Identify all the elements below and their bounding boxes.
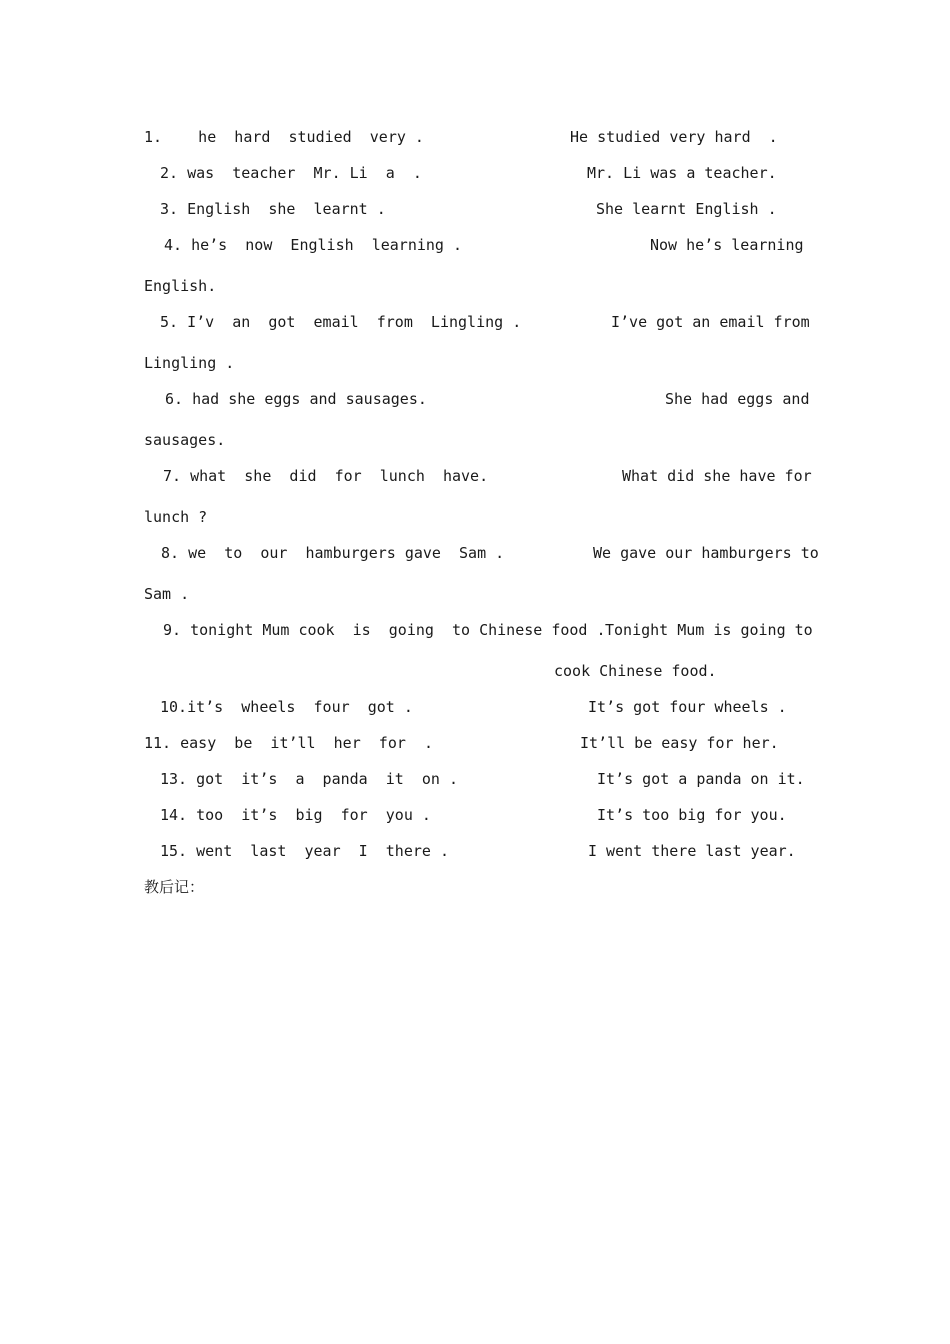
scrambled-sentence: 11. easy be it’ll her for .	[144, 734, 433, 752]
answer-sentence: I went there last year.	[588, 842, 796, 860]
scrambled-sentence: 15. went last year I there .	[160, 842, 449, 860]
answer-sentence: It’s too big for you.	[597, 806, 787, 824]
scrambled-sentence: 1. he hard studied very .	[144, 128, 424, 146]
answer-continuation: Sam .	[144, 585, 190, 603]
answer-continuation: Lingling .	[144, 354, 235, 372]
answer-sentence: I’ve got an email from	[611, 313, 810, 331]
answer-sentence: We gave our hamburgers to	[593, 544, 819, 562]
scrambled-sentence: 7. what she did for lunch have.	[163, 467, 489, 485]
teaching-notes-label: 教后记：	[144, 878, 205, 896]
scrambled-sentence: 6. had she eggs and sausages.	[165, 390, 427, 408]
scrambled-sentence: 3. English she learnt .	[160, 200, 386, 218]
answer-continuation: sausages.	[144, 431, 226, 449]
answer-continuation: lunch ?	[144, 508, 208, 526]
answer-sentence: Mr. Li was a teacher.	[587, 164, 777, 182]
answer-continuation: cook Chinese food.	[554, 662, 717, 680]
scrambled-sentence: 2. was teacher Mr. Li a .	[160, 164, 422, 182]
scrambled-sentence: 10.it’s wheels four got .	[160, 698, 413, 716]
answer-sentence: What did she have for	[622, 467, 812, 485]
answer-continuation: English.	[144, 277, 217, 295]
answer-sentence: It’s got four wheels .	[588, 698, 787, 716]
answer-sentence: He studied very hard .	[570, 128, 778, 146]
answer-sentence: She had eggs and	[665, 390, 810, 408]
answer-sentence: Tonight Mum is going to	[605, 621, 813, 639]
answer-sentence: It’s got a panda on it.	[597, 770, 805, 788]
scrambled-sentence: 8. we to our hamburgers gave Sam .	[161, 544, 505, 562]
scrambled-sentence: 13. got it’s a panda it on .	[160, 770, 459, 788]
answer-sentence: Now he’s learning	[650, 236, 804, 254]
scrambled-sentence: 4. he’s now English learning .	[164, 236, 463, 254]
answer-sentence: She learnt English .	[596, 200, 777, 218]
scrambled-sentence: 9. tonight Mum cook is going to Chinese food .	[163, 621, 606, 639]
scrambled-sentence: 5. I’v an got email from Lingling .	[160, 313, 522, 331]
answer-sentence: It’ll be easy for her.	[580, 734, 779, 752]
scrambled-sentence: 14. too it’s big for you .	[160, 806, 431, 824]
